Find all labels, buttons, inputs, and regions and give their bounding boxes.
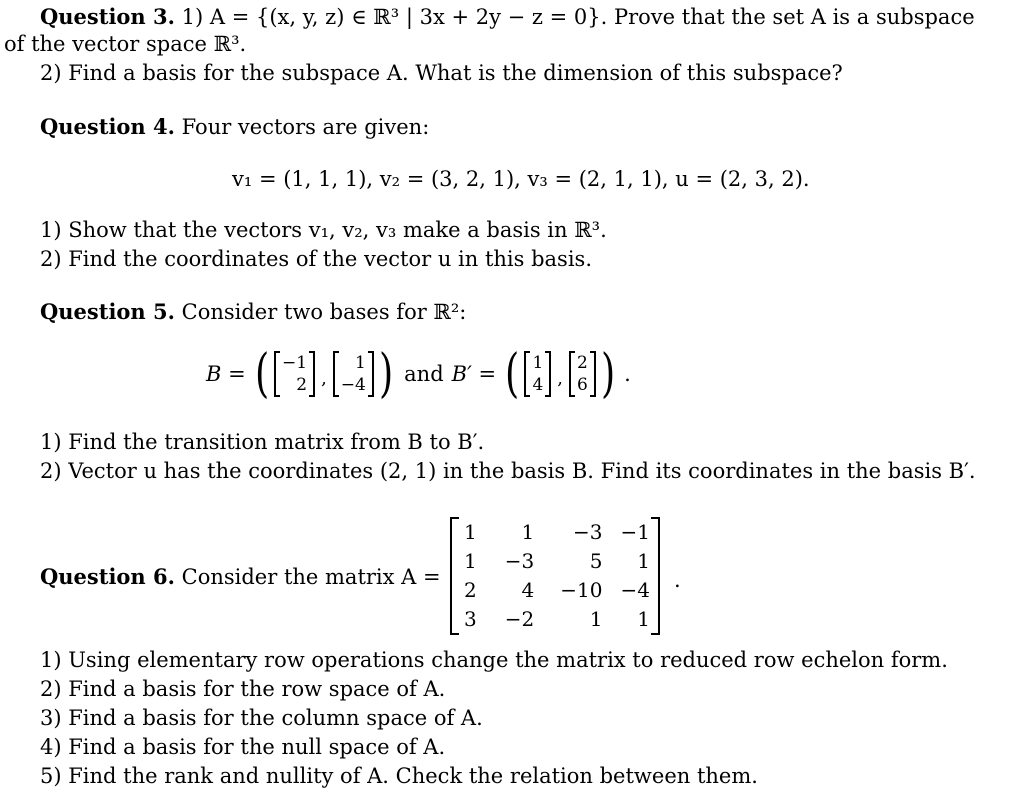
q6-cell: 1	[521, 520, 535, 544]
q5-bp-open-paren: (	[505, 344, 520, 404]
q5-b-v2-bottom: −4	[340, 375, 366, 395]
q5-b-label: B =	[206, 362, 246, 386]
q5-bp-v1-bottom: 4	[532, 375, 544, 395]
q5-b-vector-1	[274, 352, 315, 396]
q6-cell: 1	[464, 549, 477, 573]
q3-part2: 2) Find a basis for the subspace A. What is the dimension of this subspace?	[40, 61, 843, 85]
q6-part1: 1) Using elementary row operations change the matrix to reduced row echelon form.	[40, 648, 948, 672]
q6-cell: −3	[572, 520, 603, 544]
q3-part1-line2: of the vector space ℝ³.	[4, 32, 247, 56]
q6-cell: 1	[637, 549, 650, 573]
q5-part1: 1) Find the transition matrix from B to B′.	[40, 430, 485, 454]
q5-bp-comma: ,	[557, 367, 563, 389]
q5-intro: Consider two bases for ℝ²:	[181, 300, 467, 324]
q5-bp-v2-top: 2	[577, 353, 588, 373]
q5-and: and	[404, 362, 444, 386]
q6-matrix-period: .	[674, 568, 681, 592]
q6-matrix-row	[452, 518, 658, 547]
q5-label: Question 5.	[40, 299, 175, 324]
q5-bp-label: B′ =	[451, 362, 497, 386]
q4-part1: 1) Show that the vectors v₁, v₂, v₃ make a basis in ℝ³.	[40, 218, 607, 242]
q5-bp-v1-top: 1	[532, 353, 544, 373]
q6-cell: 4	[521, 578, 535, 602]
q6-matrix-row	[452, 547, 658, 576]
q6-cell: −1	[620, 520, 650, 544]
q4-label: Question 4.	[40, 114, 175, 139]
q5-bp-vector-1	[524, 352, 551, 396]
q5-part2: 2) Vector u has the coordinates (2, 1) in the basis B. Find its coordinates in the basis B′.	[40, 459, 976, 483]
q6-intro: Consider the matrix A =	[181, 565, 441, 589]
q6-matrix-row	[452, 605, 658, 634]
q4-intro: Four vectors are given:	[181, 115, 430, 139]
q3-line1	[40, 2, 975, 32]
q6-cell: −3	[504, 549, 535, 573]
q6-part5: 5) Find the rank and nullity of A. Check the relation between them.	[40, 764, 758, 788]
q6-part4: 4) Find a basis for the null space of A.	[40, 735, 446, 759]
q5-bp-v2-bottom: 6	[577, 375, 588, 395]
q6-cell: −4	[620, 578, 650, 602]
q5-b-v2-top: 1	[355, 353, 366, 373]
q6-cell: 3	[464, 607, 477, 631]
q5-bp-vector-2	[569, 352, 596, 396]
q5-period: .	[624, 362, 631, 386]
q6-part3: 3) Find a basis for the column space of A.	[40, 706, 483, 730]
q4-part2: 2) Find the coordinates of the vector u in this basis.	[40, 247, 592, 271]
q3-label: Question 3.	[40, 4, 175, 29]
q5-heading	[40, 297, 466, 327]
q6-cell: 2	[464, 578, 477, 602]
q5-b-v1-top: −1	[282, 353, 308, 373]
q5-b-open-paren: (	[254, 344, 269, 404]
q4-heading	[40, 112, 429, 142]
q6-cell: 5	[589, 549, 603, 573]
q5-b-vector-2	[333, 352, 374, 396]
q6-matrix-row	[452, 576, 658, 605]
q6-cell: −2	[504, 607, 535, 631]
q6-cell: −10	[560, 578, 603, 602]
q5-b-v1-bottom: 2	[296, 375, 308, 395]
q6-cell: 1	[589, 607, 603, 631]
q4-vectors: v₁ = (1, 1, 1), v₂ = (3, 2, 1), v₃ = (2, 1, 1), u = (2, 3, 2).	[232, 167, 810, 191]
q6-label: Question 6.	[40, 564, 175, 589]
q6-matrix	[450, 518, 660, 634]
q6-part2: 2) Find a basis for the row space of A.	[40, 677, 446, 701]
q6-heading	[40, 562, 441, 592]
q6-cell: 1	[637, 607, 650, 631]
q3-part1-line1: 1) A = {(x, y, z) ∈ ℝ³ | 3x + 2y − z = 0}. Prove that the set A is a subspace	[181, 5, 975, 29]
q5-bp-close-paren: )	[600, 344, 616, 404]
q5-b-close-paren: )	[378, 344, 394, 404]
q5-b-comma: ,	[321, 367, 327, 389]
q5-bases	[206, 344, 631, 404]
q6-cell: 1	[464, 520, 477, 544]
